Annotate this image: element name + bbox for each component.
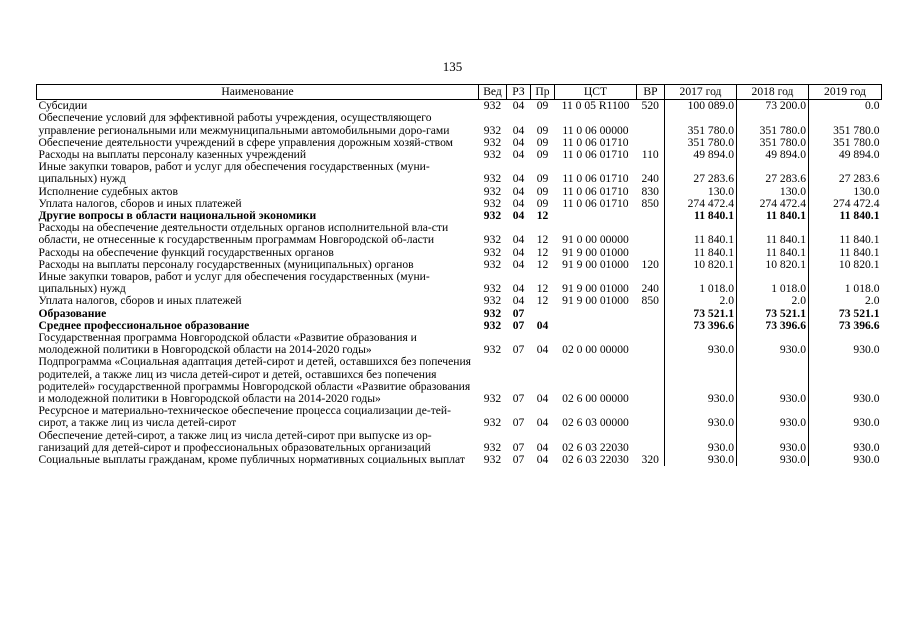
row-2017: 10 820.1 <box>665 259 737 271</box>
row-name: Образование <box>38 306 107 320</box>
row-2018: 73 396.6 <box>737 320 809 332</box>
table-row <box>37 161 882 185</box>
row-rz: 07 <box>512 392 525 406</box>
row-2017: 1 018.0 <box>665 271 737 295</box>
row-name: Исполнение судебных актов <box>38 184 178 198</box>
row-pr: 04 <box>536 318 549 332</box>
row-2017: 73 396.6 <box>665 320 737 332</box>
row-2018: 930.0 <box>737 405 809 429</box>
row-2019: 73 396.6 <box>809 320 882 332</box>
row-ved: 932 <box>483 392 502 406</box>
col-header-pr: Пр <box>531 85 555 100</box>
row-2018: 11 840.1 <box>737 247 809 259</box>
table-row <box>37 112 882 136</box>
row-rz: 07 <box>512 453 525 467</box>
row-vr: 110 <box>641 148 659 162</box>
row-pr: 09 <box>536 123 549 137</box>
row-rz: 04 <box>512 172 525 186</box>
row-name: Уплата налогов, сборов и иных платежей <box>38 196 242 210</box>
row-ved: 932 <box>483 440 502 454</box>
row-cst: 11 0 06 01710 <box>562 172 629 186</box>
row-rz: 04 <box>512 282 525 296</box>
row-ved: 932 <box>483 294 502 308</box>
row-rz: 04 <box>512 184 525 198</box>
row-2019: 11 840.1 <box>809 210 882 222</box>
row-cst: 11 0 05 R1100 <box>561 99 630 113</box>
row-name: Среднее профессиональное образование <box>38 318 250 332</box>
row-2017: 73 521.1 <box>665 308 737 320</box>
row-2018: 73 521.1 <box>737 308 809 320</box>
row-cst: 02 0 00 00000 <box>562 343 629 357</box>
col-header-name: Наименование <box>37 85 479 100</box>
row-name: Ресурсное и материально-техническое обеспечение процесса социализации де-тей-сирот, а также лиц из числа детей-сирот <box>38 404 451 430</box>
row-ved: 932 <box>483 282 502 296</box>
row-cst <box>555 320 637 332</box>
row-vr <box>637 222 665 246</box>
row-ved: 932 <box>483 257 502 271</box>
row-vr: 830 <box>641 184 659 198</box>
row-2019: 930.0 <box>809 430 882 454</box>
table-row <box>37 356 882 405</box>
row-pr: 09 <box>536 184 549 198</box>
row-2017: 27 283.6 <box>665 161 737 185</box>
row-pr: 09 <box>536 99 549 113</box>
row-cst: 91 9 00 01000 <box>562 282 629 296</box>
row-vr: 520 <box>641 99 659 113</box>
row-ved: 932 <box>483 306 502 320</box>
row-vr: 850 <box>641 294 659 308</box>
row-2017: 130.0 <box>665 186 737 198</box>
row-rz: 07 <box>512 306 525 320</box>
col-header-2017: 2017 год <box>665 85 737 100</box>
row-vr: 240 <box>641 172 659 186</box>
row-ved: 932 <box>483 135 502 149</box>
row-cst: 02 6 00 00000 <box>562 392 629 406</box>
row-cst <box>555 210 637 222</box>
row-2019: 930.0 <box>809 405 882 429</box>
row-rz: 07 <box>512 318 525 332</box>
table-row <box>37 222 882 246</box>
row-2018: 930.0 <box>737 332 809 356</box>
row-2017: 274 472.4 <box>665 198 737 210</box>
row-ved: 932 <box>483 184 502 198</box>
row-2018: 930.0 <box>737 430 809 454</box>
row-2018: 1 018.0 <box>737 271 809 295</box>
row-2018: 11 840.1 <box>737 210 809 222</box>
row-cst: 91 0 00 00000 <box>562 233 629 247</box>
row-2017: 930.0 <box>665 332 737 356</box>
row-2019: 2.0 <box>809 295 882 307</box>
row-2018: 351 780.0 <box>737 137 809 149</box>
row-2019: 11 840.1 <box>809 247 882 259</box>
row-cst: 02 6 03 22030 <box>562 453 629 467</box>
row-2017: 930.0 <box>665 454 737 466</box>
row-name: Расходы на выплаты персоналу государственных (муниципальных) органов <box>38 257 414 271</box>
table-row <box>37 430 882 454</box>
row-vr <box>637 247 665 259</box>
table-row <box>37 295 882 307</box>
row-2017: 11 840.1 <box>665 210 737 222</box>
row-rz: 04 <box>512 209 525 223</box>
row-2018: 930.0 <box>737 454 809 466</box>
table-row <box>37 271 882 295</box>
row-rz: 04 <box>512 196 525 210</box>
row-ved: 932 <box>483 148 502 162</box>
row-ved: 932 <box>483 123 502 137</box>
row-cst: 11 0 06 01710 <box>562 148 629 162</box>
header-row <box>37 85 882 100</box>
row-2017: 351 780.0 <box>665 137 737 149</box>
row-2019: 274 472.4 <box>809 198 882 210</box>
row-2018: 274 472.4 <box>737 198 809 210</box>
row-name: Другие вопросы в области национальной экономики <box>38 209 317 223</box>
row-pr: 04 <box>536 453 549 467</box>
row-pr: 12 <box>536 294 549 308</box>
row-pr: 12 <box>536 257 549 271</box>
row-vr <box>637 210 665 222</box>
row-rz: 04 <box>512 233 525 247</box>
row-pr: 04 <box>536 440 549 454</box>
row-name: Субсидии <box>38 99 88 113</box>
row-2017: 11 840.1 <box>665 222 737 246</box>
row-name: Расходы на обеспечение деятельности отдельных органов исполнительной вла-сти области, не отнесенные к государственным программам Новгородской об-ласти <box>38 221 449 247</box>
row-ved: 932 <box>483 209 502 223</box>
row-cst: 11 0 06 01710 <box>562 135 629 149</box>
col-header-ved: Вед <box>479 85 507 100</box>
row-vr <box>637 308 665 320</box>
row-name: Социальные выплаты гражданам, кроме публичных нормативных социальных выплат <box>38 453 465 467</box>
col-header-cst: ЦСТ <box>555 85 637 100</box>
row-vr: 320 <box>641 453 659 467</box>
row-rz: 04 <box>512 257 525 271</box>
row-rz: 07 <box>512 416 525 430</box>
row-vr <box>637 356 665 405</box>
row-pr: 04 <box>536 343 549 357</box>
row-ved: 932 <box>483 99 502 113</box>
col-header-rz: РЗ <box>507 85 531 100</box>
col-header-2018: 2018 год <box>737 85 809 100</box>
row-2018: 27 283.6 <box>737 161 809 185</box>
row-ved: 932 <box>483 196 502 210</box>
row-vr: 240 <box>641 282 659 296</box>
table-row <box>37 454 882 466</box>
row-vr <box>637 405 665 429</box>
row-2018: 130.0 <box>737 186 809 198</box>
row-ved: 932 <box>483 453 502 467</box>
row-name: Государственная программа Новгородской области «Развитие образования и молодежной политики в Новгородской области на 2014-2020 годы» <box>38 331 417 357</box>
row-pr: 09 <box>536 148 549 162</box>
row-pr: 12 <box>536 245 549 259</box>
row-pr: 12 <box>536 209 549 223</box>
row-name: Иные закупки товаров, работ и услуг для обеспечения государственных (муни-ципальных) нужд <box>38 270 430 296</box>
table-row <box>37 332 882 356</box>
row-rz: 07 <box>512 440 525 454</box>
row-vr <box>637 430 665 454</box>
row-cst: 02 6 03 22030 <box>562 440 629 454</box>
col-header-2019: 2019 год <box>809 85 882 100</box>
row-pr: 04 <box>536 392 549 406</box>
row-rz: 04 <box>512 99 525 113</box>
row-2017: 930.0 <box>665 430 737 454</box>
row-cst: 02 6 03 00000 <box>562 416 629 430</box>
row-2019: 11 840.1 <box>809 222 882 246</box>
row-name: Уплата налогов, сборов и иных платежей <box>38 294 242 308</box>
row-2017: 100 089.0 <box>665 100 737 113</box>
row-2019: 1 018.0 <box>809 271 882 295</box>
row-2018: 10 820.1 <box>737 259 809 271</box>
row-cst: 11 0 06 00000 <box>562 123 629 137</box>
page-number: 135 <box>442 59 463 74</box>
row-rz: 04 <box>512 148 525 162</box>
row-2017: 49 894.0 <box>665 149 737 161</box>
row-rz: 04 <box>512 245 525 259</box>
row-name: Расходы на обеспечение функций государственных органов <box>38 245 334 259</box>
row-name: Подпрограмма «Социальная адаптация детей-сирот и детей, оставшихся без попечения родителей, а также лиц из числа детей-сирот и детей, оставшихся без попечения родителей» государственной программы Новгородской области «Развитие образования и молодежной политики в Новгородской области на 2014-2020 годы» <box>38 355 472 406</box>
row-2019: 10 820.1 <box>809 259 882 271</box>
row-cst: 11 0 06 01710 <box>562 184 629 198</box>
row-pr: 09 <box>536 172 549 186</box>
table-row <box>37 405 882 429</box>
row-2017: 930.0 <box>665 405 737 429</box>
row-cst: 91 9 00 01000 <box>562 257 629 271</box>
row-name: Иные закупки товаров, работ и услуг для обеспечения государственных (муни-ципальных) нужд <box>38 160 430 186</box>
row-2019: 351 780.0 <box>809 112 882 136</box>
row-2017: 930.0 <box>665 356 737 405</box>
row-ved: 932 <box>483 318 502 332</box>
row-ved: 932 <box>483 245 502 259</box>
row-2018: 351 780.0 <box>737 112 809 136</box>
row-rz: 04 <box>512 123 525 137</box>
row-2019: 73 521.1 <box>809 308 882 320</box>
row-pr: 12 <box>536 233 549 247</box>
row-vr <box>637 112 665 136</box>
row-vr <box>637 320 665 332</box>
row-2019: 930.0 <box>809 332 882 356</box>
row-2019: 0.0 <box>809 100 882 113</box>
row-name: Обеспечение детей-сирот, а также лиц из числа детей-сирот при выпуске из ор-ганизаций для детей-сирот и профессиональных образовательных организаций <box>38 428 432 454</box>
row-ved: 932 <box>483 343 502 357</box>
row-cst: 91 9 00 01000 <box>562 245 629 259</box>
row-vr: 850 <box>641 196 659 210</box>
row-2019: 27 283.6 <box>809 161 882 185</box>
table-row <box>37 247 882 259</box>
row-rz: 07 <box>512 343 525 357</box>
row-2019: 930.0 <box>809 454 882 466</box>
row-2018: 2.0 <box>737 295 809 307</box>
row-ved: 932 <box>483 416 502 430</box>
row-pr: 12 <box>536 282 549 296</box>
row-pr: 04 <box>536 416 549 430</box>
table-row <box>37 186 882 198</box>
row-ved: 932 <box>483 172 502 186</box>
row-2017: 11 840.1 <box>665 247 737 259</box>
row-2018: 11 840.1 <box>737 222 809 246</box>
row-2019: 930.0 <box>809 356 882 405</box>
row-2017: 351 780.0 <box>665 112 737 136</box>
row-2018: 930.0 <box>737 356 809 405</box>
row-rz: 04 <box>512 135 525 149</box>
row-cst: 91 9 00 01000 <box>562 294 629 308</box>
row-vr <box>637 332 665 356</box>
row-2019: 49 894.0 <box>809 149 882 161</box>
table-body <box>37 100 882 467</box>
row-name: Обеспечение условий для эффективной работы учреждения, осуществляющего управление региональными или межмуниципальными автомобильными доро-гами <box>38 111 450 137</box>
row-2017: 2.0 <box>665 295 737 307</box>
row-cst: 11 0 06 01710 <box>562 196 629 210</box>
row-2018: 73 200.0 <box>737 100 809 113</box>
row-ved: 932 <box>483 233 502 247</box>
row-rz: 04 <box>512 294 525 308</box>
row-name: Расходы на выплаты персоналу казенных учреждений <box>38 148 307 162</box>
row-pr: 09 <box>536 135 549 149</box>
row-2019: 130.0 <box>809 186 882 198</box>
row-cst <box>555 308 637 320</box>
col-header-vr: ВР <box>637 85 665 100</box>
row-pr: 09 <box>536 196 549 210</box>
budget-table <box>36 84 882 466</box>
row-vr: 120 <box>641 257 659 271</box>
row-2019: 351 780.0 <box>809 137 882 149</box>
row-2018: 49 894.0 <box>737 149 809 161</box>
row-name: Обеспечение деятельности учреждений в сфере управления дорожным хозяй-ством <box>38 135 453 149</box>
